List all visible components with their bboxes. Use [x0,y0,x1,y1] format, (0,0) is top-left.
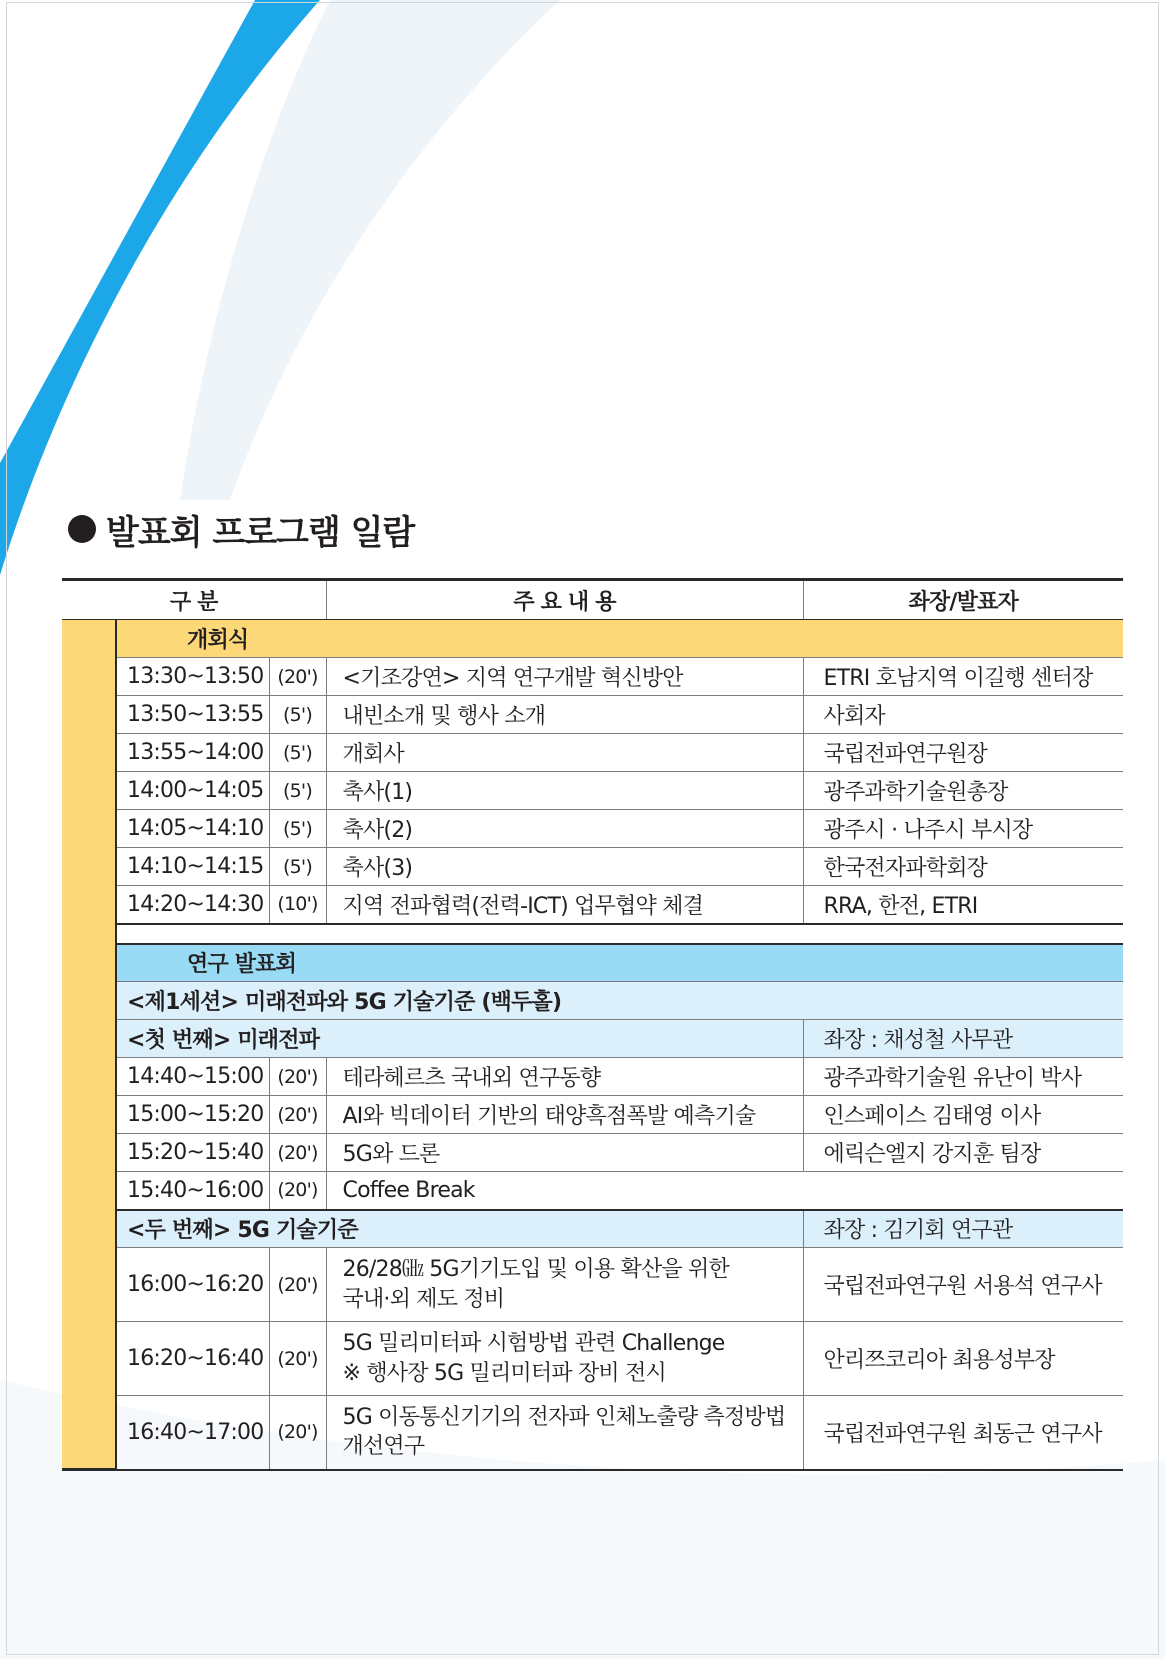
table-row [62,1172,1123,1210]
date-cell [62,620,116,1470]
part2-header-row [62,1210,1123,1248]
duration-cell: (20') [269,1096,326,1134]
duration-cell: (20') [269,658,326,696]
time-cell: 13:30~13:50 [116,658,269,696]
header-content: 주 요 내 용 [326,580,803,620]
time-cell: 13:50~13:55 [116,696,269,734]
presenter-cell: 국립전파연구원 최동근 연구사 [803,1396,1123,1470]
table-row [62,658,1123,696]
duration-cell: (10') [269,886,326,924]
bullet-icon [68,515,96,543]
program-table-wrapper [62,578,1123,1471]
time-cell: 16:20~16:40 [116,1322,269,1396]
presenter-cell: ETRI 호남지역 이길행 센터장 [803,658,1123,696]
table-row [62,810,1123,848]
duration-cell: (20') [269,1172,326,1210]
table-row [62,1058,1123,1096]
duration-cell: (20') [269,1134,326,1172]
presenter-cell: 국립전파연구원장 [803,734,1123,772]
duration-cell: (5') [269,848,326,886]
content-cell: 내빈소개 및 행사 소개 [326,696,803,734]
time-cell: 15:20~15:40 [116,1134,269,1172]
table-row [62,1096,1123,1134]
presenter-cell: 국립전파연구원 서용석 연구사 [803,1248,1123,1322]
table-row [62,1396,1123,1470]
session-title-row [62,982,1123,1020]
presenter-cell: 한국전자파학회장 [803,848,1123,886]
time-cell: 13:55~14:00 [116,734,269,772]
program-heading [68,505,414,553]
time-cell: 14:20~14:30 [116,886,269,924]
duration-cell: (5') [269,810,326,848]
duration-cell: (20') [269,1396,326,1470]
time-cell: 15:00~15:20 [116,1096,269,1134]
part1-chair: 좌장 : 채성철 사무관 [803,1020,1123,1058]
content-line: 국내·외 제도 정비 [342,1286,505,1312]
content-line: 5G 밀리미터파 시험방법 관련 Challenge [342,1330,725,1356]
content-cell: 테라헤르츠 국내외 연구동향 [326,1058,803,1096]
content-cell: <기조강연> 지역 연구개발 혁신방안 [326,658,803,696]
spacer-cell [116,924,1123,944]
spacer-row [62,924,1123,944]
time-cell: 15:40~16:00 [116,1172,269,1210]
duration-cell: (20') [269,1322,326,1396]
page-title: 발표회 프로그램 일람 [106,512,415,553]
content-cell: 축사(2) [326,810,803,848]
duration-cell: (5') [269,772,326,810]
opening-section-row [62,620,1123,658]
time-cell: 14:05~14:10 [116,810,269,848]
research-section-row [62,944,1123,982]
part1-label: <첫 번째> 미래전파 [116,1020,803,1058]
presenter-cell: 광주시 · 나주시 부시장 [803,810,1123,848]
table-row [62,696,1123,734]
content-cell: 지역 전파협력(전력-ICT) 업무협약 체결 [326,886,803,924]
table-row [62,1248,1123,1322]
part2-chair: 좌장 : 김기회 연구관 [803,1210,1123,1248]
content-line: 개선연구 [342,1434,425,1460]
session-title: <제1세션> 미래전파와 5G 기술기준 (백두홀) [116,982,1123,1020]
part1-header-row [62,1020,1123,1058]
content-cell [326,1396,803,1470]
content-cell [326,1248,803,1322]
content-line: 26/28㎓ 5G기기도입 및 이용 확산을 위한 [342,1256,729,1282]
table-header-row [62,580,1123,620]
header-category: 구 분 [62,580,326,620]
presenter-cell: 인스페이스 김태영 이사 [803,1096,1123,1134]
research-section-label: 연구 발표회 [116,944,1123,982]
content-cell: 축사(3) [326,848,803,886]
content-line: 5G 이동통신기기의 전자파 인체노출량 측정방법 [342,1404,786,1430]
time-cell: 16:40~17:00 [116,1396,269,1470]
table-row [62,1134,1123,1172]
duration-cell: (20') [269,1058,326,1096]
duration-cell: (20') [269,1248,326,1322]
table-row [62,734,1123,772]
content-cell: AI와 빅데이터 기반의 태양흑점폭발 예측기술 [326,1096,803,1134]
part2-label: <두 번째> 5G 기술기준 [116,1210,803,1248]
time-cell: 16:00~16:20 [116,1248,269,1322]
duration-cell: (5') [269,734,326,772]
table-row [62,886,1123,924]
program-table [62,578,1123,1471]
content-line: ※ 행사장 5G 밀리미터파 장비 전시 [342,1360,666,1386]
header-presenter: 좌장/발표자 [803,580,1123,620]
duration-cell: (5') [269,696,326,734]
content-cell: 축사(1) [326,772,803,810]
table-row [62,1322,1123,1396]
presenter-cell: 사회자 [803,696,1123,734]
opening-section-label: 개회식 [116,620,1123,658]
content-cell: 개회사 [326,734,803,772]
time-cell: 14:00~14:05 [116,772,269,810]
presenter-cell: RRA, 한전, ETRI [803,886,1123,924]
presenter-cell: 안리쯔코리아 최용성부장 [803,1322,1123,1396]
time-cell: 14:40~15:00 [116,1058,269,1096]
content-cell: Coffee Break [326,1172,1123,1210]
time-cell: 14:10~14:15 [116,848,269,886]
presenter-cell: 에릭슨엘지 강지훈 팀장 [803,1134,1123,1172]
content-cell: 5G와 드론 [326,1134,803,1172]
table-row [62,772,1123,810]
presenter-cell: 광주과학기술원 유난이 박사 [803,1058,1123,1096]
presenter-cell: 광주과학기술원총장 [803,772,1123,810]
content-cell [326,1322,803,1396]
table-row [62,848,1123,886]
